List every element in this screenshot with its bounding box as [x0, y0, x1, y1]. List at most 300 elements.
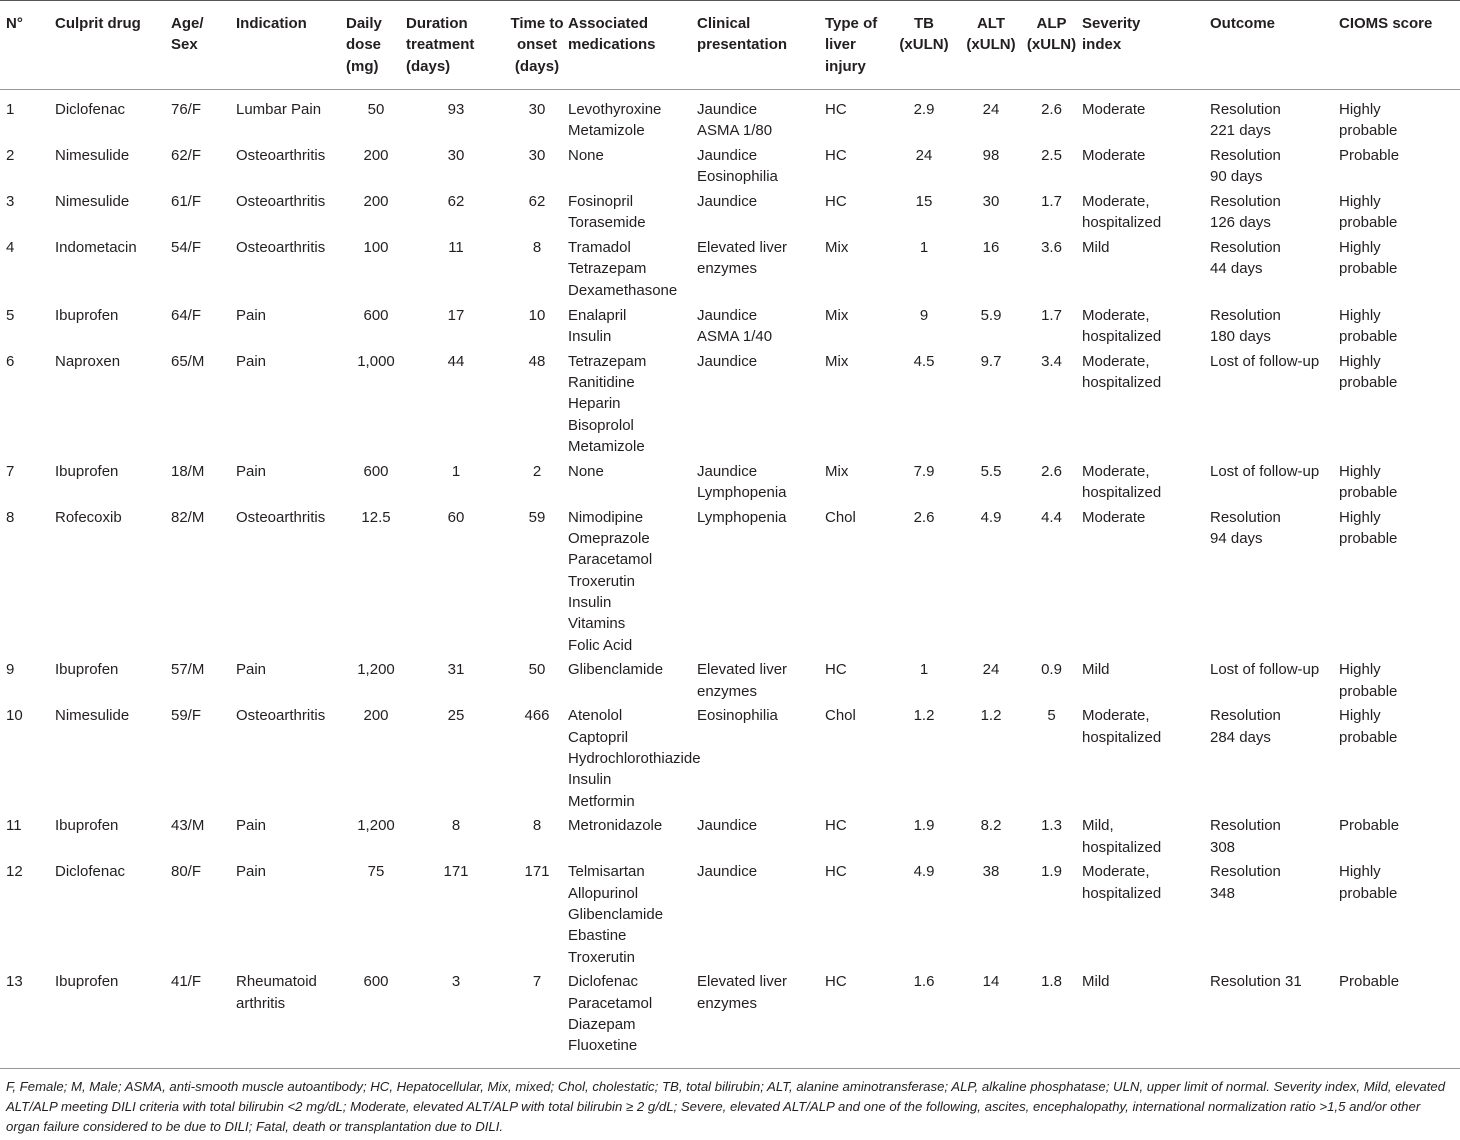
- cell-cioms-score: [1339, 971, 1460, 1068]
- cell-time-to-onset-line: 48: [528, 352, 546, 370]
- cell-severity-index: [1082, 705, 1210, 815]
- cell-alt: [961, 659, 1021, 705]
- cell-alt-line: 98: [982, 146, 1000, 164]
- cell-outcome-line: Lost of follow-up: [1210, 352, 1320, 370]
- cell-culprit-drug: [55, 861, 171, 971]
- cell-alt: [961, 705, 1021, 815]
- cell-no: [0, 507, 55, 660]
- table-row: [0, 861, 1460, 971]
- cell-culprit-drug-line: Ibuprofen: [55, 462, 119, 480]
- cell-cioms-score: [1339, 305, 1460, 351]
- cell-clinical-presentation: [697, 145, 825, 191]
- cell-type-of-liver-injury-line: Mix: [825, 306, 849, 324]
- cell-associated-medications-line: Nimodipine: [568, 508, 644, 526]
- cell-alp-line: 0.9: [1041, 661, 1062, 679]
- cell-daily-dose-line: 600: [363, 462, 389, 480]
- header-alt-line: ALT: [976, 15, 1006, 32]
- cell-alp: [1021, 237, 1082, 304]
- cell-culprit-drug: [55, 461, 171, 507]
- cell-time-to-onset: [506, 705, 568, 815]
- cell-no: [0, 971, 55, 1068]
- header-age-sex-line: Age/: [171, 15, 204, 32]
- cell-duration-treatment: [406, 305, 506, 351]
- cell-cioms-score-line: probable: [1339, 214, 1398, 232]
- cell-cioms-score: [1339, 861, 1460, 971]
- cell-tb: [887, 815, 961, 861]
- cell-age-sex-line: 59/F: [171, 707, 202, 725]
- cell-no-line: 9: [6, 661, 15, 679]
- cell-daily-dose: [346, 89, 406, 145]
- cell-alp: [1021, 659, 1082, 705]
- cell-age-sex-line: 43/M: [171, 817, 205, 835]
- cell-outcome-line: 348: [1210, 884, 1236, 902]
- table-row: [0, 305, 1460, 351]
- table-row: [0, 971, 1460, 1068]
- cell-associated-medications-line: Metronidazole: [568, 817, 663, 835]
- cell-outcome: [1210, 971, 1339, 1068]
- cell-clinical-presentation-line: Jaundice: [697, 863, 758, 881]
- cell-culprit-drug: [55, 659, 171, 705]
- header-severity-index: [1082, 1, 1210, 90]
- cell-daily-dose-line: 200: [363, 193, 389, 211]
- cell-alp: [1021, 861, 1082, 971]
- cell-clinical-presentation-line: Jaundice: [697, 462, 758, 480]
- cell-alt-line: 14: [982, 973, 1000, 991]
- cell-clinical-presentation: [697, 971, 825, 1068]
- cell-cioms-score: [1339, 191, 1460, 237]
- cell-clinical-presentation-line: Elevated liver: [697, 973, 788, 991]
- cell-culprit-drug-line: Ibuprofen: [55, 306, 119, 324]
- cell-clinical-presentation: [697, 351, 825, 461]
- cell-culprit-drug: [55, 145, 171, 191]
- cell-no-line: 11: [6, 817, 22, 835]
- cell-cioms-score-line: probable: [1339, 373, 1398, 391]
- cell-cioms-score: [1339, 89, 1460, 145]
- cell-indication-line: Pain: [236, 306, 267, 324]
- cell-outcome: [1210, 507, 1339, 660]
- cell-associated-medications-line: Paracetamol: [568, 551, 653, 569]
- cell-alt-line: 16: [982, 239, 1000, 257]
- cell-associated-medications: [568, 815, 697, 861]
- cell-tb-line: 1: [919, 239, 929, 257]
- cell-associated-medications-line: Paracetamol: [568, 994, 653, 1012]
- cell-culprit-drug-line: Indometacin: [55, 239, 137, 257]
- cell-clinical-presentation-line: Lymphopenia: [697, 483, 787, 501]
- cell-age-sex: [171, 351, 236, 461]
- cell-alp-line: 4.4: [1041, 508, 1062, 526]
- cell-tb: [887, 89, 961, 145]
- cell-alp-line: 1.9: [1041, 863, 1062, 881]
- cell-severity-index-line: Moderate,: [1082, 863, 1150, 881]
- header-type-of-liver-injury-line: Type of: [825, 15, 878, 32]
- cell-clinical-presentation-line: Jaundice: [697, 306, 758, 324]
- cell-alt-line: 24: [982, 100, 1000, 118]
- cell-time-to-onset-line: 10: [528, 306, 546, 324]
- cell-associated-medications: [568, 351, 697, 461]
- cell-culprit-drug: [55, 351, 171, 461]
- cell-alp: [1021, 89, 1082, 145]
- cell-clinical-presentation-line: ASMA 1/40: [697, 327, 773, 345]
- cell-indication-line: Osteoarthritis: [236, 193, 326, 211]
- header-age-sex: [171, 1, 236, 90]
- cell-severity-index-line: Moderate,: [1082, 462, 1150, 480]
- cell-alt: [961, 89, 1021, 145]
- header-no-line: N°: [6, 15, 23, 32]
- cell-alp: [1021, 705, 1082, 815]
- cell-daily-dose-line: 100: [363, 239, 389, 257]
- table-row: [0, 191, 1460, 237]
- cell-indication-line: Osteoarthritis: [236, 239, 326, 257]
- cell-age-sex: [171, 507, 236, 660]
- cell-cioms-score-line: Highly: [1339, 707, 1381, 725]
- cell-outcome-line: 126 days: [1210, 214, 1271, 232]
- cell-severity-index: [1082, 861, 1210, 971]
- cell-tb-line: 24: [915, 146, 933, 164]
- cell-type-of-liver-injury: [825, 861, 887, 971]
- cell-alp: [1021, 815, 1082, 861]
- cell-daily-dose-line: 600: [363, 973, 389, 991]
- cell-alt: [961, 971, 1021, 1068]
- cell-cioms-score-line: Highly: [1339, 863, 1381, 881]
- cell-alp-line: 3.4: [1041, 352, 1062, 370]
- cell-cioms-score-line: probable: [1339, 682, 1398, 700]
- header-duration-treatment-line: (days): [406, 57, 451, 75]
- cell-outcome-line: 180 days: [1210, 327, 1271, 345]
- cell-alt: [961, 237, 1021, 304]
- cell-duration-treatment: [406, 237, 506, 304]
- header-clinical-presentation-line: Clinical: [697, 15, 751, 32]
- cell-type-of-liver-injury-line: HC: [825, 863, 847, 881]
- cell-associated-medications-line: Glibenclamide: [568, 661, 664, 679]
- cell-outcome: [1210, 89, 1339, 145]
- cell-associated-medications-line: Glibenclamide: [568, 906, 664, 924]
- cell-age-sex: [171, 237, 236, 304]
- cell-age-sex-line: 76/F: [171, 100, 202, 118]
- cell-associated-medications-line: Fosinopril: [568, 193, 634, 211]
- cell-outcome: [1210, 659, 1339, 705]
- cell-clinical-presentation: [697, 815, 825, 861]
- cell-no-line: 1: [6, 100, 15, 118]
- cell-time-to-onset: [506, 237, 568, 304]
- cell-no: [0, 659, 55, 705]
- header-severity-index-line: Severity: [1082, 15, 1141, 32]
- cell-alt-line: 30: [982, 193, 1000, 211]
- cell-no-line: 7: [6, 462, 15, 480]
- cell-outcome-line: 90 days: [1210, 168, 1263, 186]
- cell-type-of-liver-injury: [825, 305, 887, 351]
- cell-outcome-line: Resolution: [1210, 306, 1281, 324]
- cell-tb-line: 2.9: [913, 100, 935, 118]
- cell-duration-treatment: [406, 351, 506, 461]
- header-type-of-liver-injury-line: liver: [825, 36, 856, 54]
- cell-duration-treatment-line: 3: [451, 973, 461, 991]
- cell-severity-index: [1082, 815, 1210, 861]
- cell-no-line: 6: [6, 352, 15, 370]
- cell-culprit-drug: [55, 237, 171, 304]
- cell-duration-treatment-line: 60: [447, 508, 465, 526]
- cell-severity-index-line: hospitalized: [1082, 327, 1162, 345]
- cell-duration-treatment: [406, 89, 506, 145]
- cell-indication-line: Pain: [236, 863, 267, 881]
- cell-clinical-presentation-line: Jaundice: [697, 146, 758, 164]
- cell-duration-treatment: [406, 705, 506, 815]
- cell-time-to-onset: [506, 971, 568, 1068]
- cell-outcome-line: Resolution: [1210, 193, 1281, 211]
- cell-alt-line: 38: [982, 863, 1000, 881]
- header-type-of-liver-injury: [825, 1, 887, 90]
- cell-duration-treatment-line: 30: [447, 146, 465, 164]
- cell-alt: [961, 305, 1021, 351]
- header-age-sex-line: Sex: [171, 36, 198, 54]
- header-alt: [961, 1, 1021, 90]
- cell-outcome-line: Resolution: [1210, 508, 1281, 526]
- cell-cioms-score: [1339, 507, 1460, 660]
- cell-cioms-score: [1339, 351, 1460, 461]
- cell-indication-line: Osteoarthritis: [236, 146, 326, 164]
- cell-age-sex: [171, 461, 236, 507]
- cell-age-sex: [171, 191, 236, 237]
- cell-no: [0, 815, 55, 861]
- cell-indication: [236, 507, 346, 660]
- cell-no-line: 3: [6, 193, 15, 211]
- cell-culprit-drug-line: Nimesulide: [55, 707, 130, 725]
- cell-type-of-liver-injury-line: Chol: [825, 707, 856, 725]
- cell-culprit-drug-line: Ibuprofen: [55, 817, 119, 835]
- cell-type-of-liver-injury-line: Mix: [825, 462, 849, 480]
- cell-type-of-liver-injury: [825, 89, 887, 145]
- cell-no-line: 12: [6, 863, 23, 881]
- cell-time-to-onset-line: 171: [524, 863, 550, 881]
- cell-time-to-onset: [506, 89, 568, 145]
- cell-outcome-line: Lost of follow-up: [1210, 661, 1320, 679]
- cell-cioms-score: [1339, 237, 1460, 304]
- header-daily-dose: [346, 1, 406, 90]
- cell-clinical-presentation-line: Jaundice: [697, 817, 758, 835]
- cell-cioms-score-line: Probable: [1339, 817, 1400, 835]
- cell-outcome: [1210, 705, 1339, 815]
- cell-associated-medications-line: Metformin: [568, 792, 635, 810]
- cell-culprit-drug-line: Diclofenac: [55, 100, 126, 118]
- cell-indication-line: Pain: [236, 352, 267, 370]
- cell-outcome-line: 221 days: [1210, 122, 1271, 140]
- cell-outcome: [1210, 237, 1339, 304]
- cell-associated-medications-line: Levothyroxine: [568, 100, 662, 118]
- cell-tb: [887, 705, 961, 815]
- cell-cioms-score-line: probable: [1339, 122, 1398, 140]
- cell-duration-treatment-line: 25: [447, 707, 465, 725]
- cell-clinical-presentation-line: Jaundice: [697, 193, 758, 211]
- cell-duration-treatment: [406, 815, 506, 861]
- cell-time-to-onset: [506, 861, 568, 971]
- cell-outcome: [1210, 351, 1339, 461]
- cell-associated-medications: [568, 659, 697, 705]
- table-footnote: F, Female; M, Male; ASMA, anti-smooth muscle autoantibody; HC, Hepatocellular, Mix, mixed; Chol, cholestatic; TB, total bilirubin; ALT, alanine aminotransferase; ALP, alkaline phosphatase; ULN, upper limit of normal. Severity index, Mild, elevated ALT/ALP meeting DILI criteria with total bilirubin <2 mg/dL; Moderate, elevated ALT/ALP with total bilirubin ≥ 2 g/dL; Severe, elevated ALT/ALP and one of the following, ascites, encephalopathy, international normalization ratio >1,5 and/or other organ failure considered to be due to DILI; Fatal, death or transplantation due to DILI.: [6, 1079, 1446, 1134]
- cell-tb: [887, 861, 961, 971]
- cell-tb: [887, 659, 961, 705]
- cell-tb-line: 7.9: [913, 462, 935, 480]
- header-culprit-drug: [55, 1, 171, 90]
- cell-severity-index: [1082, 305, 1210, 351]
- cell-alt: [961, 351, 1021, 461]
- cell-severity-index-line: Mild: [1082, 239, 1110, 257]
- cell-alp-line: 1.8: [1041, 973, 1062, 991]
- table-row: [0, 815, 1460, 861]
- cell-tb-line: 1.2: [913, 707, 935, 725]
- cell-daily-dose: [346, 861, 406, 971]
- cell-daily-dose-line: 1,000: [357, 352, 395, 370]
- cell-clinical-presentation-line: enzymes: [697, 994, 758, 1012]
- cell-culprit-drug: [55, 815, 171, 861]
- cell-alt-line: 4.9: [980, 508, 1002, 526]
- cell-clinical-presentation-line: Elevated liver: [697, 239, 788, 257]
- header-time-to-onset-line: onset: [516, 36, 557, 54]
- cell-alt-line: 5.9: [980, 306, 1002, 324]
- cell-indication: [236, 705, 346, 815]
- table-body: [0, 89, 1460, 1068]
- cell-age-sex-line: 82/M: [171, 508, 205, 526]
- cell-daily-dose: [346, 507, 406, 660]
- cell-duration-treatment: [406, 507, 506, 660]
- cell-alt: [961, 507, 1021, 660]
- cell-outcome-line: 94 days: [1210, 530, 1263, 548]
- cell-tb-line: 1: [919, 661, 929, 679]
- cell-associated-medications-line: Insulin: [568, 771, 612, 789]
- cell-outcome-line: 308: [1210, 838, 1236, 856]
- cell-age-sex-line: 54/F: [171, 239, 202, 257]
- cell-cioms-score: [1339, 659, 1460, 705]
- cell-indication: [236, 89, 346, 145]
- cell-outcome: [1210, 145, 1339, 191]
- cell-daily-dose-line: 12.5: [361, 508, 391, 526]
- cell-no: [0, 191, 55, 237]
- cell-time-to-onset: [506, 145, 568, 191]
- cell-clinical-presentation: [697, 305, 825, 351]
- cell-tb-line: 1.6: [913, 973, 935, 991]
- cell-no-line: 4: [6, 239, 15, 257]
- cell-outcome-line: Resolution: [1210, 146, 1281, 164]
- cell-daily-dose: [346, 305, 406, 351]
- cell-clinical-presentation: [697, 237, 825, 304]
- cell-associated-medications: [568, 237, 697, 304]
- cell-alp-line: 5: [1047, 707, 1056, 725]
- cell-alp: [1021, 145, 1082, 191]
- header-associated-medications: [568, 1, 697, 90]
- cell-associated-medications-line: Tetrazepam: [568, 352, 647, 370]
- cell-no-line: 2: [6, 146, 15, 164]
- cell-indication: [236, 861, 346, 971]
- cell-type-of-liver-injury: [825, 815, 887, 861]
- cell-no-line: 5: [6, 306, 15, 324]
- table-row: [0, 461, 1460, 507]
- cell-alt: [961, 191, 1021, 237]
- cell-no-line: 8: [6, 508, 15, 526]
- cell-outcome: [1210, 305, 1339, 351]
- cell-cioms-score-line: Highly: [1339, 462, 1381, 480]
- header-no: [0, 1, 55, 90]
- cell-tb-line: 9: [919, 306, 929, 324]
- cell-age-sex-line: 65/M: [171, 352, 205, 370]
- cell-culprit-drug-line: Rofecoxib: [55, 508, 122, 526]
- cell-tb-line: 15: [915, 193, 933, 211]
- header-associated-medications-line: medications: [568, 36, 656, 54]
- cell-time-to-onset-line: 7: [532, 973, 542, 991]
- cell-associated-medications-line: Omeprazole: [568, 530, 650, 548]
- cell-time-to-onset-line: 59: [528, 508, 546, 526]
- cell-clinical-presentation-line: Jaundice: [697, 100, 758, 118]
- cell-severity-index: [1082, 237, 1210, 304]
- header-time-to-onset-line: Time to: [510, 15, 564, 32]
- cell-clinical-presentation-line: Eosinophilia: [697, 707, 778, 725]
- cell-daily-dose-line: 1,200: [357, 817, 395, 835]
- cell-associated-medications: [568, 191, 697, 237]
- cell-severity-index-line: Mild: [1082, 661, 1110, 679]
- cell-cioms-score-line: Highly: [1339, 661, 1381, 679]
- header-tb: [887, 1, 961, 90]
- header-culprit-drug-line: Culprit drug: [55, 15, 141, 32]
- header-alp-line: ALP: [1036, 15, 1067, 32]
- cell-time-to-onset-line: 30: [528, 146, 546, 164]
- cell-alt-line: 5.5: [980, 462, 1002, 480]
- cell-duration-treatment: [406, 861, 506, 971]
- cell-alp: [1021, 507, 1082, 660]
- cell-cioms-score-line: Highly: [1339, 352, 1381, 370]
- cell-indication: [236, 305, 346, 351]
- cell-associated-medications: [568, 305, 697, 351]
- cell-no-line: 10: [6, 707, 23, 725]
- cell-type-of-liver-injury: [825, 971, 887, 1068]
- header-associated-medications-line: Associated: [568, 15, 649, 32]
- cell-daily-dose-line: 200: [363, 146, 389, 164]
- cell-outcome: [1210, 815, 1339, 861]
- cell-clinical-presentation-line: Jaundice: [697, 352, 758, 370]
- cell-tb: [887, 145, 961, 191]
- cell-associated-medications-line: Bisoprolol: [568, 416, 634, 434]
- cell-severity-index-line: Moderate,: [1082, 193, 1150, 211]
- header-duration-treatment: [406, 1, 506, 90]
- cell-cioms-score-line: probable: [1339, 530, 1398, 548]
- cell-cioms-score-line: Highly: [1339, 239, 1381, 257]
- header-indication: [236, 1, 346, 90]
- cell-indication-line: Pain: [236, 462, 267, 480]
- cell-no-line: 13: [6, 973, 23, 991]
- cell-time-to-onset-line: 50: [528, 661, 546, 679]
- header-daily-dose-line: Daily: [346, 15, 382, 32]
- table-header: [0, 1, 1460, 90]
- cell-associated-medications: [568, 705, 701, 815]
- cell-indication-line: Osteoarthritis: [236, 508, 326, 526]
- cell-associated-medications-line: Troxerutin: [568, 948, 635, 966]
- cell-severity-index-line: hospitalized: [1082, 728, 1162, 746]
- header-alt-line: (xULN): [966, 36, 1016, 54]
- cell-time-to-onset: [506, 659, 568, 705]
- cell-severity-index: [1082, 145, 1210, 191]
- cell-outcome-line: Lost of follow-up: [1210, 462, 1320, 480]
- header-indication-line: Indication: [236, 15, 307, 32]
- cell-associated-medications-line: Fluoxetine: [568, 1037, 638, 1055]
- cell-daily-dose-line: 75: [367, 863, 385, 881]
- cell-indication: [236, 191, 346, 237]
- header-alp-line: (xULN): [1026, 36, 1077, 54]
- cell-associated-medications: [568, 89, 697, 145]
- cell-associated-medications-line: Hydrochlorothiazide: [568, 750, 701, 767]
- cell-type-of-liver-injury: [825, 461, 887, 507]
- cell-type-of-liver-injury-line: HC: [825, 100, 847, 118]
- cell-severity-index-line: Moderate,: [1082, 352, 1150, 370]
- cell-indication: [236, 659, 346, 705]
- cell-cioms-score-line: probable: [1339, 483, 1398, 501]
- cell-time-to-onset: [506, 191, 568, 237]
- cell-time-to-onset: [506, 461, 568, 507]
